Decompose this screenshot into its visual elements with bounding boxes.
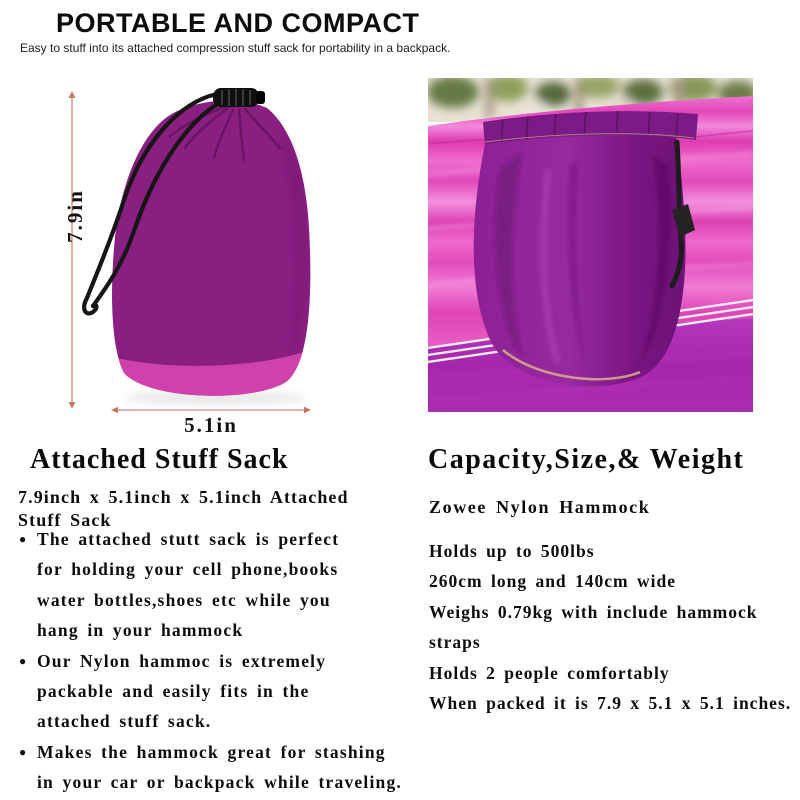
- bullet-text-line: packable and easily fits in the: [37, 681, 310, 702]
- height-dimension-label: 7.9in: [63, 189, 87, 243]
- spec-line: straps: [429, 632, 481, 653]
- stuff-sack-figure: [30, 76, 380, 438]
- bullet-text-line: attached stuff sack.: [37, 711, 212, 732]
- bullet-item: [16, 646, 402, 737]
- spec-line: 260cm long and 140cm wide: [429, 571, 676, 592]
- bullet-dot-icon: ●: [19, 532, 28, 546]
- hammock-photo: [428, 78, 753, 412]
- bullet-text-line: in your car or backpack while traveling.: [37, 772, 402, 793]
- bullet-dot-icon: ●: [19, 744, 28, 759]
- cord-toggle-icon: [213, 88, 265, 107]
- bullet-text-line: ● Our Nylon hammoc is extremely: [16, 646, 402, 676]
- feature-bullets: [16, 524, 402, 798]
- spec-line: Weighs 0.79kg with include hammock: [429, 601, 758, 622]
- bullet-item: [16, 737, 402, 798]
- bullet-text-line: hang in your hammock: [37, 620, 244, 641]
- spec-line: Holds 2 people comfortably: [429, 662, 670, 683]
- bullet-text-line: water bottles,shoes etc while you: [37, 589, 331, 610]
- bullet-dot-icon: ●: [19, 653, 28, 668]
- width-dimension-label: 5.1in: [184, 413, 238, 437]
- page-subtitle: Easy to stuff into its attached compression stuff sack for portability in a backpack.: [20, 41, 451, 55]
- bullet-text-line: for holding your cell phone,books: [37, 559, 339, 580]
- sack-body: [112, 101, 310, 396]
- bullet-text-line: ● Makes the hammock great for stashing: [16, 737, 402, 767]
- left-section-heading: Attached Stuff Sack: [30, 444, 289, 475]
- spec-list: [429, 536, 791, 718]
- hammock-photo-figure: [428, 78, 753, 412]
- bullet-text-line: ● The attached stutt sack is perfect: [16, 524, 402, 554]
- sack-dimensions-line: Stuff Sack: [18, 510, 112, 530]
- spec-line: When packed it is 7.9 x 5.1 x 5.1 inches.: [429, 693, 792, 714]
- attached-sack-photo: [474, 111, 698, 386]
- spec-line: Holds up to 500lbs: [429, 541, 595, 561]
- bullet-item: [16, 524, 402, 646]
- stuff-sack-image: [30, 76, 380, 438]
- page-title: PORTABLE AND COMPACT: [56, 8, 420, 38]
- product-name: Zowee Nylon Hammock: [429, 497, 651, 517]
- right-section-heading: Capacity,Size,& Weight: [428, 444, 745, 475]
- sack-dimensions-line: 7.9inch x 5.1inch x 5.1inch Attached: [18, 487, 349, 507]
